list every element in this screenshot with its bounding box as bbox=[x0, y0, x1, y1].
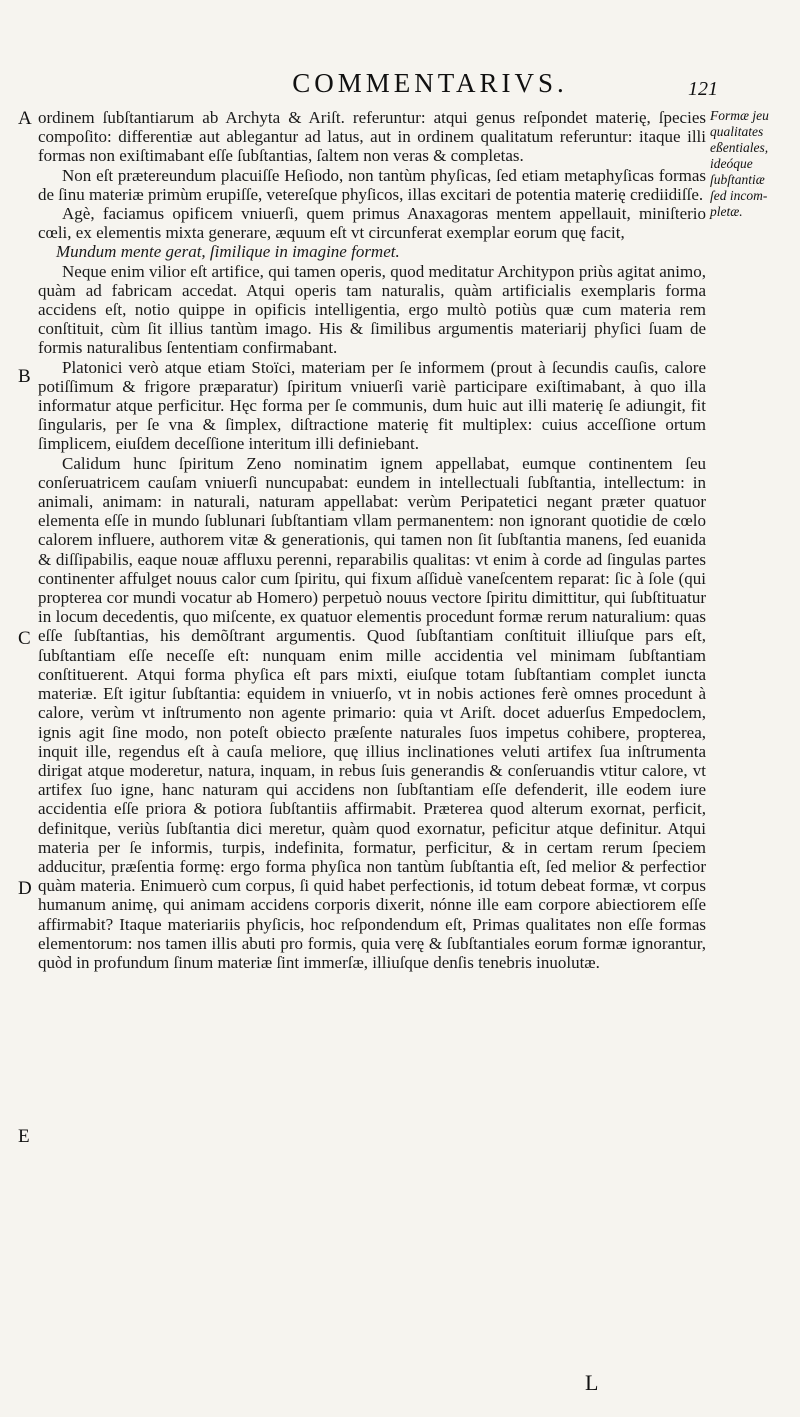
paragraph: ordinem ſubſtantiarum ab Archyta & Ariſt. referuntur: atqui genus reſpondet materię, ſpecies compoſito: differentiæ aut ablegantur ad latus, aut in ordinem qualitatum referuntur: itaque illi formas non exiſtimabant eſſe ſubſtantias, ſaltem non veras & completas. bbox=[38, 108, 706, 166]
margin-note bbox=[710, 108, 798, 220]
body-text bbox=[38, 108, 706, 972]
margin-note-line: Formæ jeu bbox=[710, 108, 769, 123]
paragraph: Calidum hunc ſpiritum Zeno nominatim ignem appellabat, eumque continentem ſeu conſeruatricem cauſam vniuerſi nuncupabat: eundem in intellectuali ſubſtantia, intellectum: in animali, animam: in naturali, naturam appellabat: verùm Peripatetici negant præter quatuor elementa eſſe in mundo ſublunari ſubſtantiam vllam permanentem: non ignorant quotidie de cœlo calorem influere, authorem vitæ & generationis, qui tamen non ſit ſubſtantia manens, ſed euanida & diſſipabilis, eaque nouæ affluxu perenni, reparabilis qualitas: vt enim à corde ad ſingulas partes continenter affulget nouus calor cum ſpiritu, qui fixum aſſiduè vaneſcentem reparat: ſic à ſole (qui propterea cor mundi vocatur ab Homero) perpetuò nouus vectore ſpiritu dimittitur, qui ſubſtituatur in locum decedentis, quo miſcente, ex quatuor elementis procedunt formæ rerum naturalium: quas eſſe ſubſtantias, his demõſtrant argumentis. Quod ſubſtantiam conſtituit illiuſque pars eſt, ſubſtantiam eſſe neceſſe eſt: nunquam enim mille accidentia vel minimam ſubſtantiam conſtituerent. Atqui forma phyſica eſt pars mixti, eiuſque totam ſubſtantiam complet iuncta materiæ. Eſt igitur ſubſtantia: equidem in vniuerſo, vt in nobis actiones ferè omnes procedunt à calore, verùm vt inſtrumento non agente primario: quia vt Ariſt. docet aduerſus Empedoclem, ignis agit ſine modo, non poteſt obiecto præſente naturales ſuos impetus cohibere, propterea, inquit ille, regendus eſt à cauſa meliore, quę illius inclinationes veluti artifex ſua inſtrumenta dirigat atque moderetur, natura, inquam, in rebus ſuis generandis & conſeruandis vtitur calore, vt artifex ſuo igne, hanc naturam qui accidens non ſubſtantiam eſſe defenderit, ille eodem iure accidentia eſſe priora & potiora ſubſtantiis affirmabit. Præterea quod alterum exornat, perficit, definitque, veriùs ſubſtantia dici meretur, quàm quod exornatur, peficitur atque definitur. Atqui materia per ſe informis, turpis, indefinita, formatur, perficitur, & in certam rerum ſpeciem adducitur, præſentia formę: ergo forma phyſica non tantùm ſubſtantia eſt, ſed melior & perfectior quàm materia. Enimuerò cum corpus, ſi quid habet perfectionis, id totum debeat formæ, vt corpus humanum animę, qui animam accidens corporis dixerit, nónne ille eam corpore abiectiorem eſſe affirmabit? Itaque materiariis phyſicis, hoc reſpondendum eſt, Primas qualitates non eſſe formas elementorum: nos tamen illis abuti pro formis, quia verę & ſubſtantiales eorum formæ ignorantur, quòd in profundum ſinum materiæ ſint immerſæ, illiuſque denſis tenebris inuolutæ. bbox=[38, 453, 706, 972]
section-letter-d: D bbox=[18, 878, 32, 899]
verse-quote: Mundum mente gerat, ſimilique in imagine formet. bbox=[56, 242, 400, 262]
paragraph: Agè, faciamus opificem vniuerſi, quem primus Anaxagoras mentem appellauit, miniſterio cœli, ex elementis mixta generare, æquum eſt vt circunferat exemplar eorum quę facit, bbox=[38, 204, 706, 243]
margin-note-line: pletæ. bbox=[710, 204, 743, 219]
signature-mark: L bbox=[585, 1370, 599, 1395]
paragraph: Platonici verò atque etiam Stoïci, materiam per ſe informem (prout à ſecundis cauſis, calore potiſſimum & frigore præparatur) ſpiritum vniuerſi variè participare exiſtimabant, à quo illa informatur atque perficitur. Hęc forma per ſe communis, dum huic aut illi materię ſe adiungit, fit ſingularis, per ſe vna & ſimplex, diſtractione materię fit multiplex: cuius acceſſione ortum ſimplicem, eiuſdem deceſſione interitum illi definiebant. bbox=[38, 357, 706, 454]
margin-note-line: eßentiales, bbox=[710, 140, 769, 155]
paragraph: Non eſt prætereundum placuiſſe Heſiodo, non tantùm phyſicas, ſed etiam metaphyſicas formas de ſinu materiæ primùm erupiſſe, vetereſque phyſicos, illas excitari de potentia materię crediidiſſe. bbox=[38, 165, 706, 204]
margin-note-line: qualitates bbox=[710, 124, 764, 139]
section-letter-c: C bbox=[18, 628, 31, 649]
margin-note-line: ideóque bbox=[710, 156, 753, 171]
paragraph: Neque enim vilior eſt artifice, qui tamen operis, quod meditatur Architypon priùs agitat animo, quàm ad fabricam accedat. Atqui operis tam naturalis, quàm artificialis exemplaris forma accidens eſt, notio quippe in opificis intelligentia, ergo multò potiùs quæ cum materia rem conſtituit, cùm ſit illius tantùm imago. His & ſimilibus argumentis materiarij phyſici ſuam de formis naturalibus ſententiam confirmabant. bbox=[38, 261, 706, 358]
page-number: 121 bbox=[688, 78, 718, 100]
margin-note-line: ſubſtantiæ bbox=[710, 172, 765, 187]
section-letter-a: A bbox=[18, 108, 32, 129]
section-letter-b: B bbox=[18, 366, 31, 387]
margin-note-line: ſed incom- bbox=[710, 188, 768, 203]
section-letter-e: E bbox=[18, 1126, 30, 1147]
running-title: COMMENTARIVS. bbox=[292, 68, 568, 98]
